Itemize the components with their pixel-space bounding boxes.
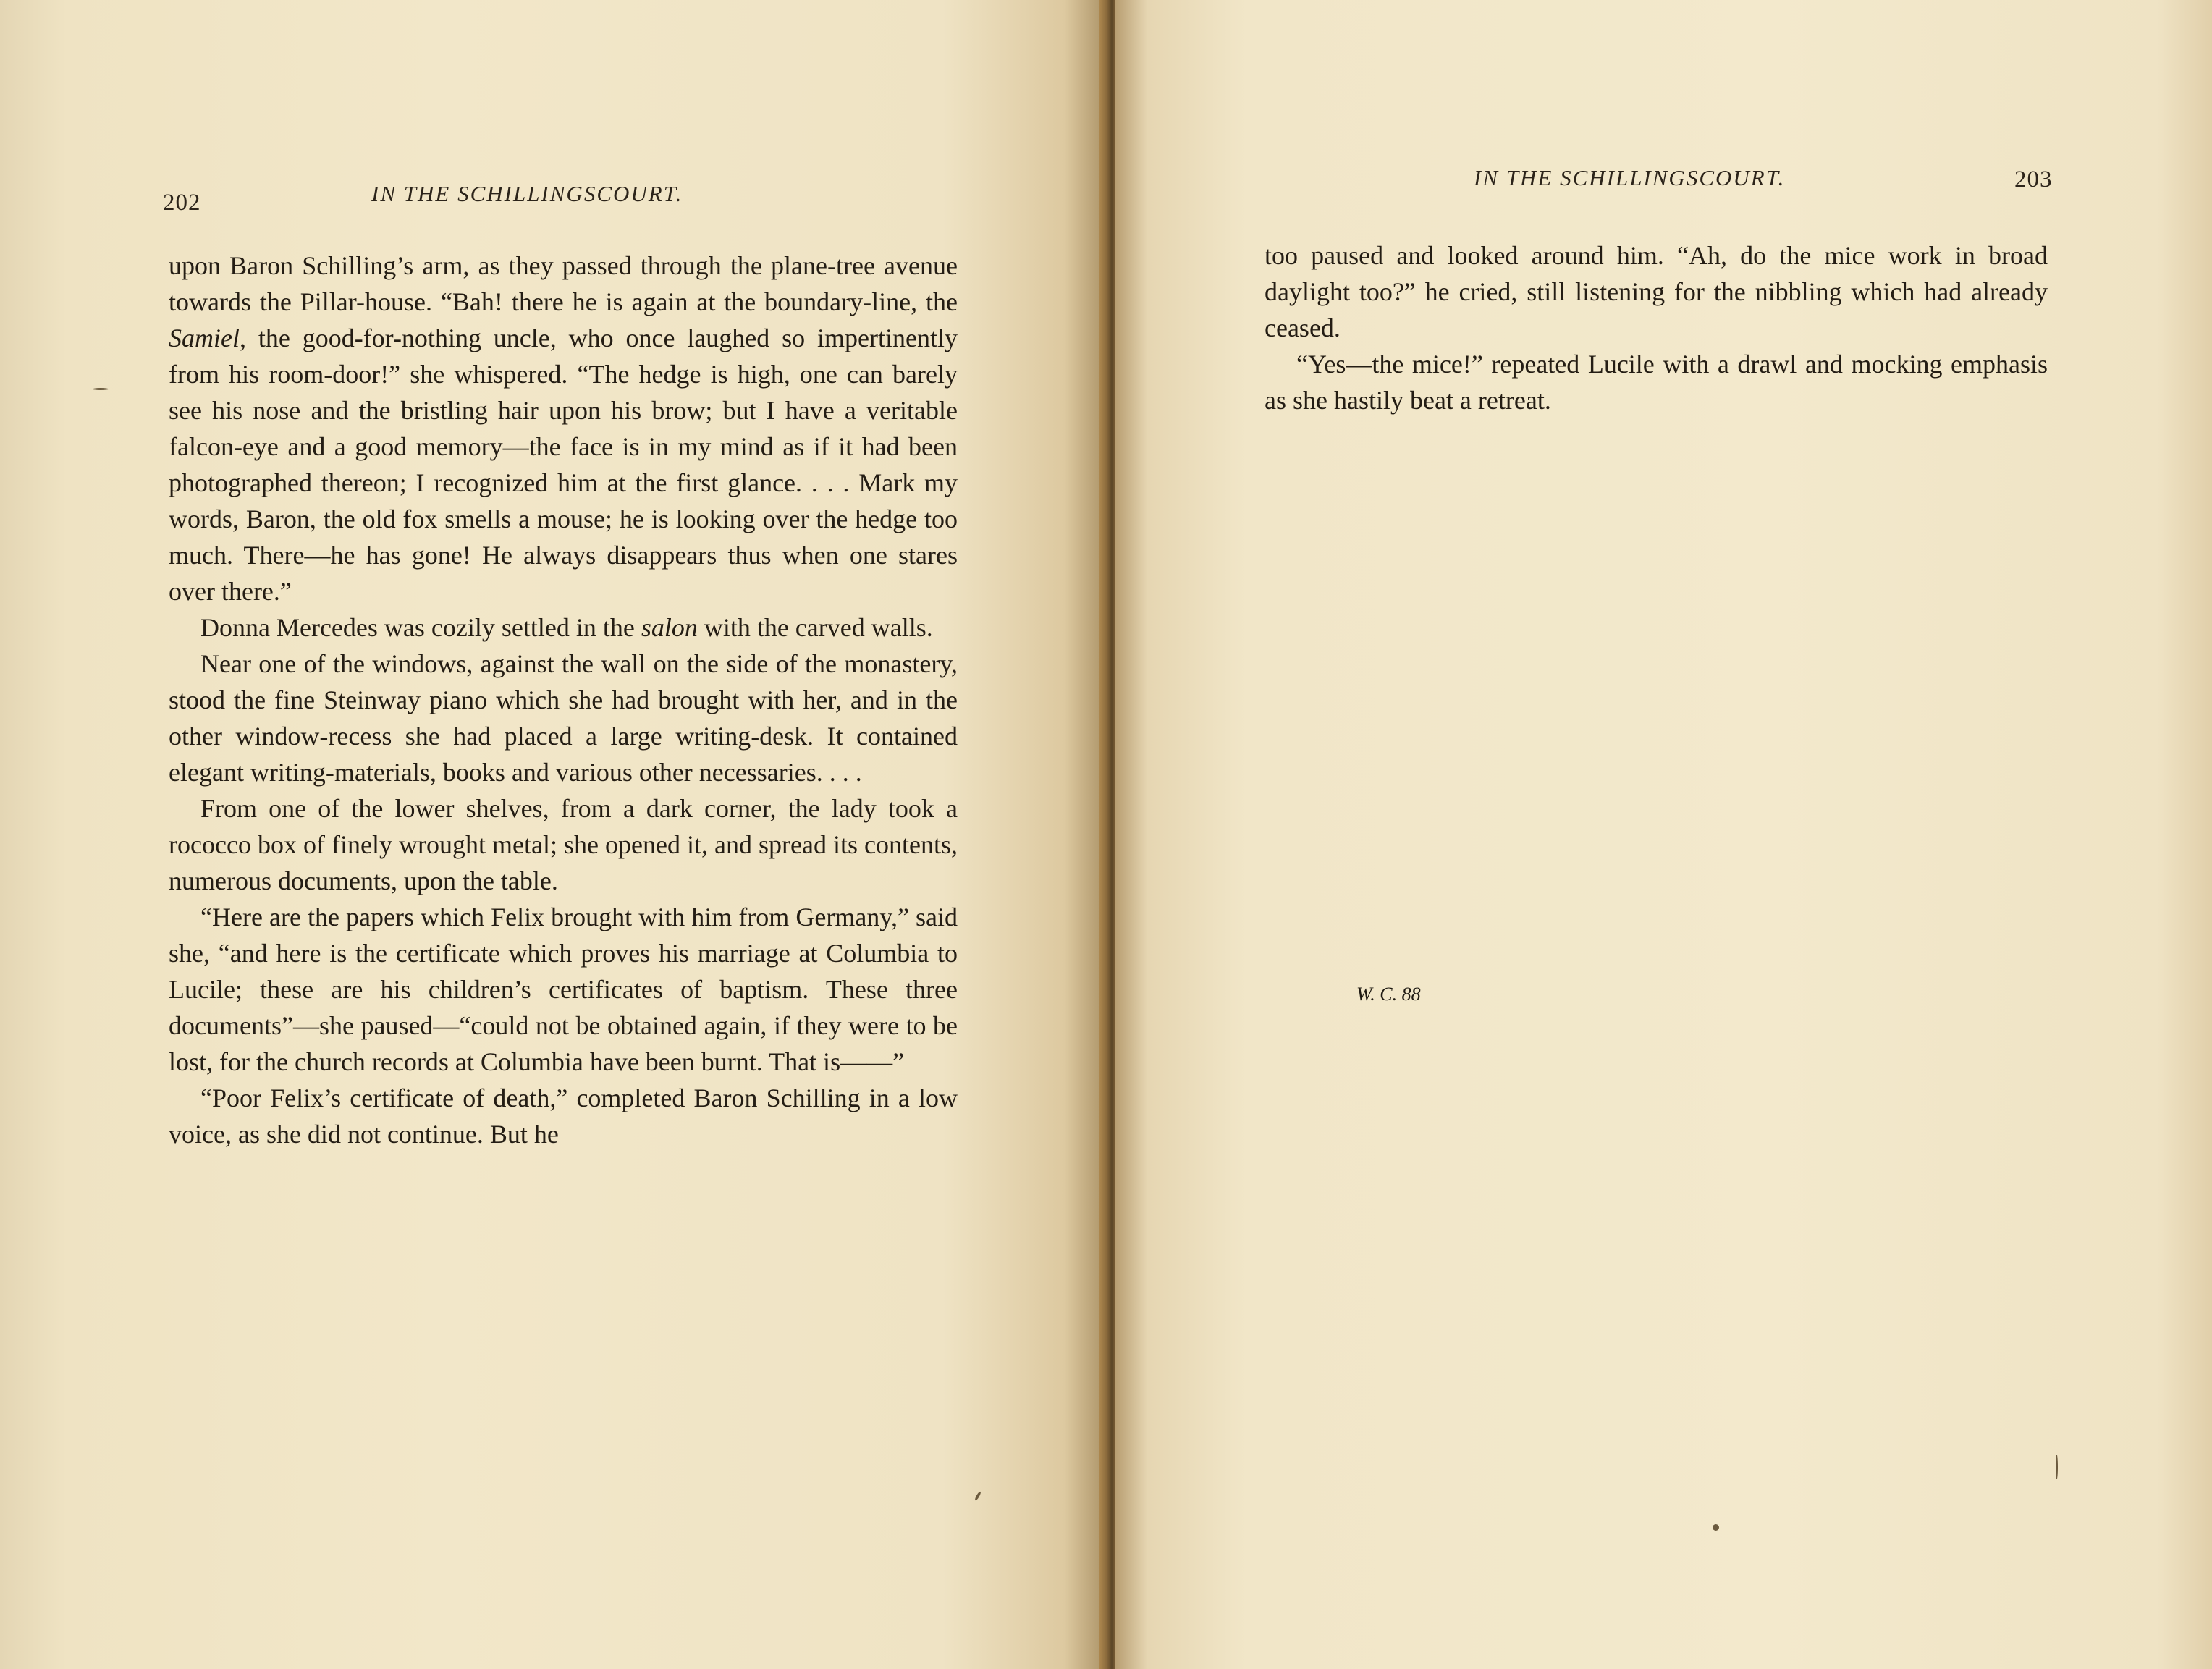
illustration-scene <box>1406 470 2006 1093</box>
paper-mark <box>1713 1524 1719 1531</box>
text-run: Donna Mercedes was cozily settled in the <box>200 613 641 642</box>
text-run: “Yes—the mice!” repeated Lucile with a drawl and mocking emphasis as she hastily beat a retreat. <box>1265 350 2048 415</box>
text-run: “Here are the papers which Felix brought with him from Germany,” said she, “and here is the certificate which proves his marriage at Columbia to Lucile; these are his children’s certificates of baptism. These three documents”—she paused—“could not be obtained again, if they were to be lost, for the church records at Columbia have been burnt. That is——” <box>169 903 958 1076</box>
paragraph <box>1265 346 2048 418</box>
text-run: with the carved walls. <box>697 613 933 642</box>
paper-mark <box>974 1491 982 1501</box>
left-running-head: IN THE SCHILLINGSCOURT. <box>371 181 683 206</box>
text-run: From one of the lower shelves, from a dark corner, the lady took a rococco box of finely wrought metal; she opened it, and spread its contents, numerous documents, upon the table. <box>169 794 958 895</box>
artist-signature: W. C. 88 <box>1356 984 1421 1005</box>
paragraph <box>169 899 958 1080</box>
text-run: “Poor Felix’s certificate of death,” completed Baron Schilling in a low voice, as she did not continue. But he <box>169 1083 958 1149</box>
engraving-illustration <box>1312 456 2061 1107</box>
right-running-head: IN THE SCHILLINGSCOURT. <box>1474 165 1786 190</box>
paragraph <box>169 248 958 609</box>
left-page-number: 202 <box>163 190 201 216</box>
italic-text: salon <box>641 613 698 642</box>
text-run: too paused and looked around him. “Ah, do the mice work in broad daylight too?” he cried, still listening for the nibbling which had already ceased. <box>1265 241 2048 342</box>
text-run: , the good-for-nothing uncle, who once laughed so impertinently from his room-door!” she whispered. “The hedge is high, one can barely see his nose and the bristling hair upon his brow; but I have a veritable falcon-eye and a good memory—the face is in my mind as if it had been photographed thereon; I recognized him at the first glance. . . . Mark my words, Baron, the old fox smells a mouse; he is looking over the hedge too much. There—he has gone! He always disappears thus when one stares over there.” <box>169 324 958 606</box>
left-body-text <box>169 248 958 1152</box>
paragraph <box>169 790 958 899</box>
paragraph <box>1265 237 2048 346</box>
text-run: upon Baron Schilling’s arm, as they passed through the plane-tree avenue towards the Pillar-house. “Bah! there he is again at the boundary-line, the <box>169 251 958 316</box>
paper-mark <box>2056 1455 2058 1479</box>
paragraph <box>169 1080 958 1152</box>
paragraph <box>169 609 958 646</box>
paragraph <box>169 646 958 790</box>
italic-text: Samiel <box>169 324 240 352</box>
text-run: Near one of the windows, against the wall on the side of the monastery, stood the fine Steinway piano which she had brought with her, and in the other window-recess she had placed a large writing-desk. It contained elegant writing-materials, books and various other necessaries. . . . <box>169 649 958 787</box>
right-body-text <box>1265 237 2048 418</box>
right-page-number: 203 <box>2014 166 2053 193</box>
paper-mark <box>93 388 109 390</box>
